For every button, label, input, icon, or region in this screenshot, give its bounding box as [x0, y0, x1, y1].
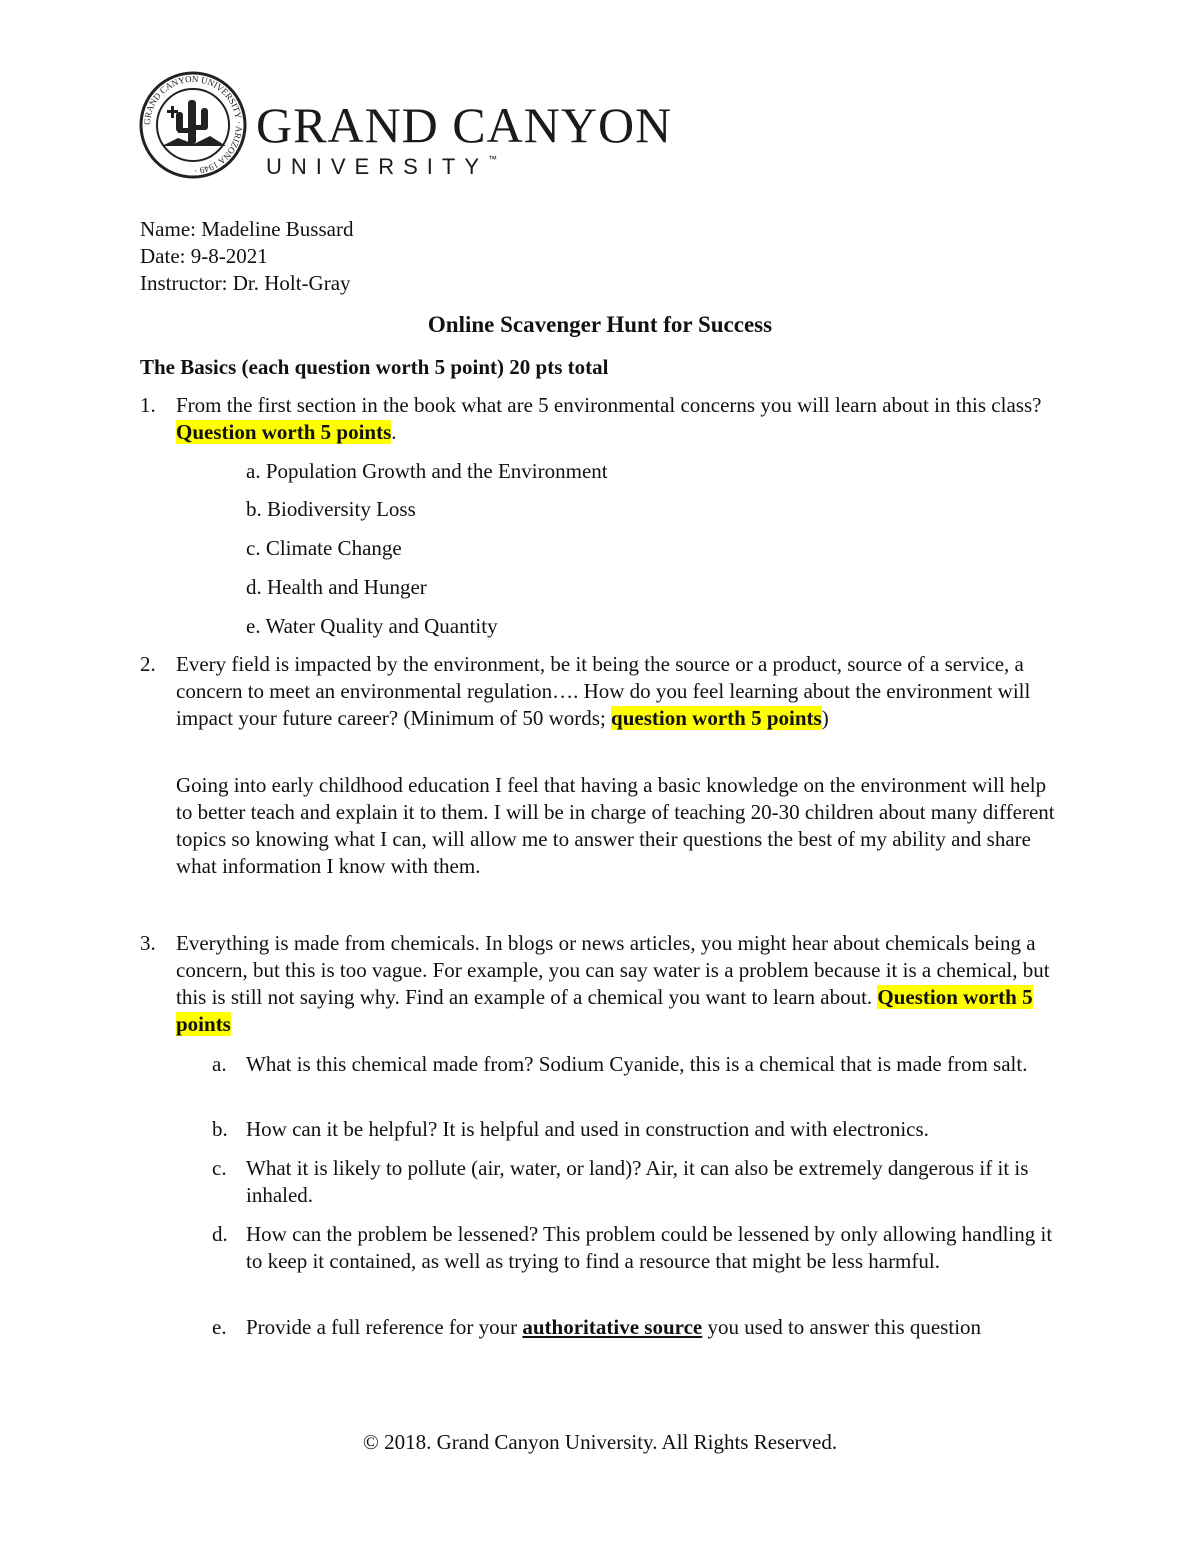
question-1-punct: .: [391, 420, 397, 444]
question-text: [176, 930, 1060, 1038]
answer-text: Going into early childhood education I feel that having a basic knowledge on the environment will help to better teach and explain it to them. I will be in charge of teaching 20-30 children about many different topics so knowing what I can, will allow me to answer their questions the best of my ability and share what information I know with them.: [176, 773, 1055, 878]
sub-question-c: [212, 1155, 1062, 1209]
question-number: 2.: [140, 652, 156, 676]
points-highlight: Question worth 5 points: [176, 985, 1033, 1036]
question-text: [176, 392, 1060, 446]
sub-text: What is this chemical made from? Sodium Cyanide, this is a chemical that is made from salt.: [246, 1052, 1028, 1076]
wordmark-bottom-row: [266, 154, 672, 180]
sub-letter: b.: [212, 1117, 228, 1141]
points-highlight: question worth 5 points: [611, 706, 822, 730]
wordmark-bottom: UNIVERSITY: [266, 154, 489, 179]
university-wordmark: [256, 97, 673, 180]
sub-text-post: you used to answer this question: [707, 1315, 982, 1339]
sub-letter: a.: [212, 1052, 227, 1076]
copyright-footer: © 2018. Grand Canyon University. All Rights Reserved.: [362, 1430, 838, 1454]
document-title: Online Scavenger Hunt for Success: [427, 312, 773, 337]
university-seal-icon: [138, 70, 248, 180]
question-1-prompt: From the first section in the book what are 5 environmental concerns you will learn about in this class?: [176, 393, 1042, 417]
question-text: [176, 651, 1060, 732]
trademark-symbol: ™: [488, 154, 498, 164]
option-item: c. Climate Change: [246, 536, 402, 560]
question-2-punct: ): [821, 706, 829, 730]
sub-letter: c.: [212, 1156, 227, 1180]
question-number: 3.: [140, 931, 156, 955]
sub-question-a: [212, 1051, 1062, 1078]
instructor-name: Instructor: Dr. Holt-Gray: [140, 271, 351, 295]
sub-letter: e.: [212, 1315, 227, 1339]
wordmark-top: GRAND CANYON: [256, 97, 673, 153]
section-heading: The Basics (each question worth 5 point) 20 pts total: [140, 355, 609, 379]
student-name: Name: Madeline Bussard: [140, 217, 354, 241]
question-2: [140, 651, 1060, 732]
points-highlight: Question worth 5 points: [176, 420, 392, 444]
option-item: b. Biodiversity Loss: [246, 497, 416, 521]
university-logo: [138, 70, 673, 200]
option-item: a. Population Growth and the Environment: [246, 459, 608, 483]
question-number: 1.: [140, 393, 156, 417]
sub-text: How can it be helpful? It is helpful and used in construction and with electronics.: [246, 1117, 929, 1141]
option-item: d. Health and Hunger: [246, 575, 427, 599]
seal-ring-text: GRAND CANYON UNIVERSITY · ARIZONA 1949 ·: [141, 73, 245, 177]
sub-question-d: [212, 1221, 1062, 1275]
authoritative-source-link: authoritative source: [522, 1315, 703, 1339]
question-1: [140, 392, 1060, 446]
sub-text-pre: Provide a full reference for your: [246, 1315, 518, 1339]
question-3: [140, 930, 1060, 1038]
sub-text: What it is likely to pollute (air, water, or land)? Air, it can also be extremely dangerous if it is inhaled.: [246, 1156, 1029, 1207]
option-item: e. Water Quality and Quantity: [246, 614, 498, 638]
sub-question-b: [212, 1116, 1062, 1143]
sub-letter: d.: [212, 1222, 228, 1246]
submission-date: Date: 9-8-2021: [140, 244, 268, 268]
student-info: [140, 216, 353, 297]
sub-text: How can the problem be lessened? This problem could be lessened by only allowing handling it to keep it contained, as well as trying to find a resource that might be less harmful.: [246, 1222, 1053, 1273]
question-3-prompt: Everything is made from chemicals. In blogs or news articles, you might hear about chemicals being a concern, but this is too vague. For example, you can say water is a problem because it is a chemical, but this is still not saying why. Find an example of a chemical you want to learn about.: [176, 931, 1050, 1009]
question-2-prompt: Every field is impacted by the environment, be it being the source or a product, source of a service, a concern to meet an environmental regulation…. How do you feel learning about the environment will impact your future career? (Minimum of 50 words;: [176, 652, 1031, 730]
sub-text: [246, 1314, 1062, 1341]
sub-question-e: [212, 1314, 1062, 1341]
